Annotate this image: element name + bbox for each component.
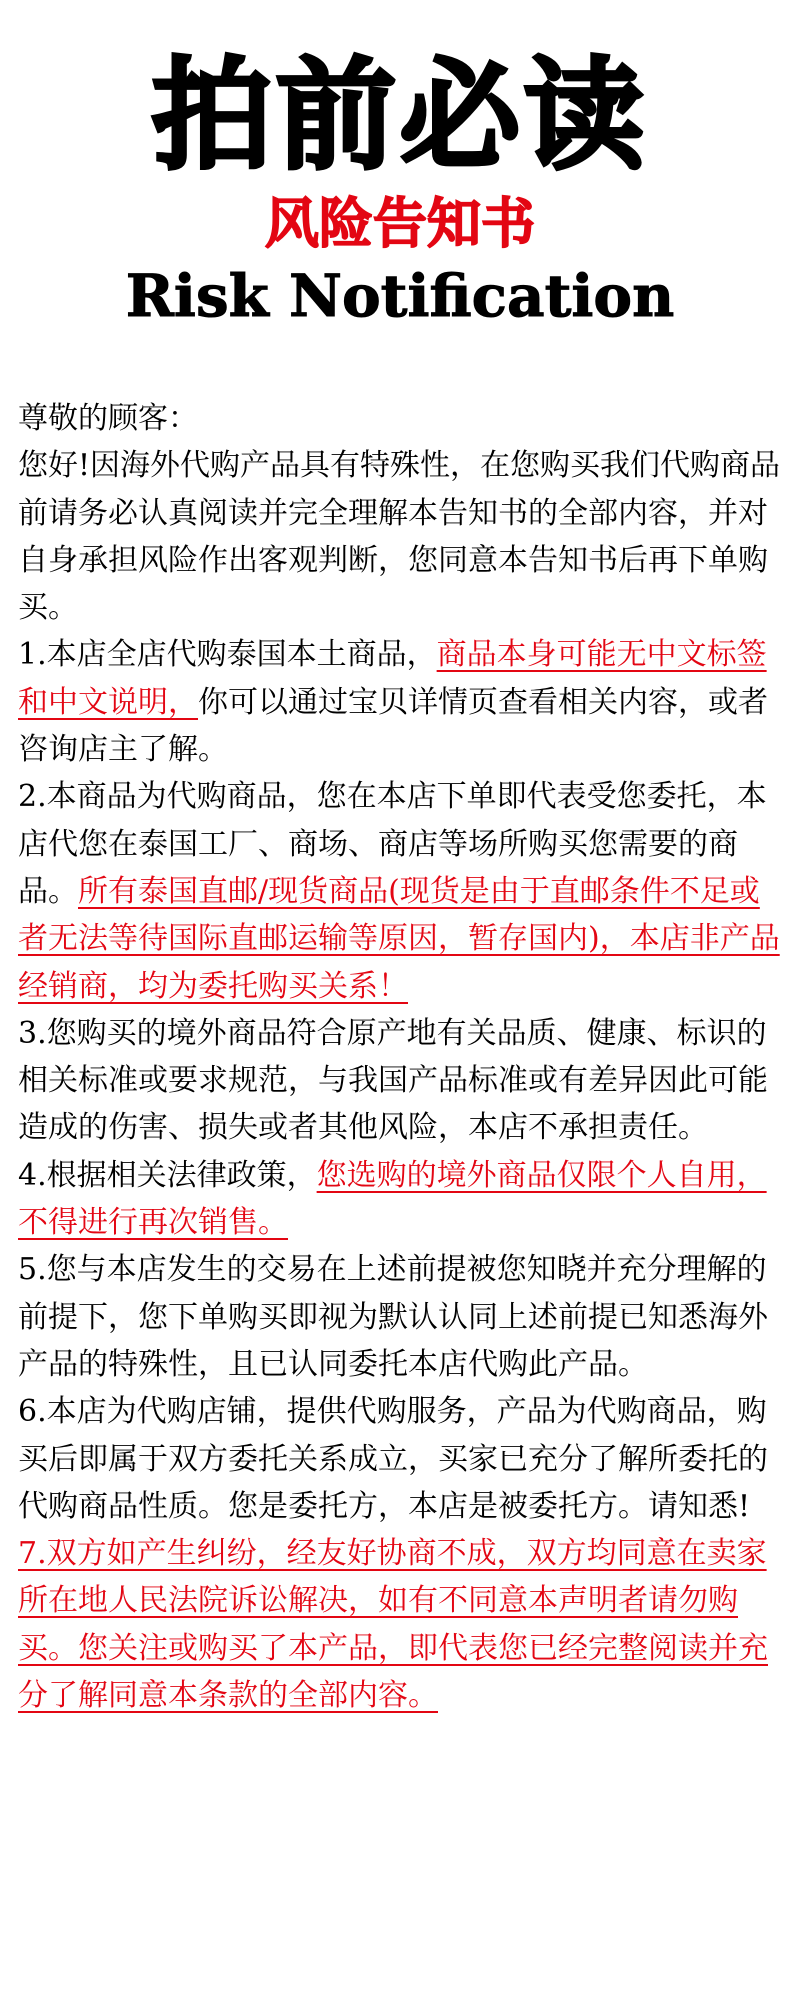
item-1 bbox=[18, 631, 788, 773]
item-7 bbox=[18, 1530, 788, 1719]
item-4-prefix: 4.根据相关法律政策， bbox=[18, 1157, 317, 1193]
item-4 bbox=[18, 1152, 788, 1247]
item-5: 5.您与本店发生的交易在上述前提被您知晓并充分理解的前提下，您下单购买即视为默认认同上述前提已知悉海外产品的特殊性，且已认同委托本店代购此产品。 bbox=[18, 1252, 768, 1382]
intro-paragraph: 您好!因海外代购产品具有特殊性，在您购买我们代购商品前请务必认真阅读并完全理解本告知书的全部内容，并对自身承担风险作出客观判断，您同意本告知书后再下单购买。 bbox=[18, 448, 781, 626]
salutation: 尊敬的顾客： bbox=[18, 401, 198, 436]
item-7-highlight: 7.双方如产生纠纷，经友好协商不成，双方均同意在卖家所在地人民法院诉讼解决，如有不同意本声明者请勿购买。您关注或购买了本产品，即代表您已经完整阅读并充分了解同意本条款的全部内容。 bbox=[18, 1536, 768, 1714]
item-3: 3.您购买的境外商品符合原产地有关品质、健康、标识的相关标准或要求规范，与我国产品标准或有差异因此可能造成的伤害、损失或者其他风险，本店不承担责任。 bbox=[18, 1015, 768, 1146]
item-2-prefix: 2.本商品为代购商品，您在本店下单即代表受您委托，本店代您在泰国工厂、商场、商店等场所购买您需要的商品。 bbox=[18, 779, 767, 909]
item-2 bbox=[18, 773, 788, 1009]
page-title: 拍前必读 bbox=[152, 47, 648, 186]
item-2-highlight: 所有泰国直邮/现货商品(现货是由于直邮条件不足或者无法等待国际直邮运输等原因，暂存国内)，本店非产品经销商，均为委托购买关系！ bbox=[18, 873, 780, 1004]
header bbox=[0, 0, 800, 336]
item-1-prefix: 1.本店全店代购泰国本土商品， bbox=[18, 637, 437, 673]
item-1-highlight: 商品本身可能无中文标签和中文说明， bbox=[18, 637, 767, 720]
page-subtitle: 风险告知书 bbox=[265, 192, 535, 255]
item-4-highlight: 您选购的境外商品仅限个人自用，不得进行再次销售。 bbox=[18, 1157, 767, 1241]
notice-body bbox=[18, 395, 788, 1719]
item-1-suffix: 你可以通过宝贝详情页查看相关内容，或者咨询店主了解。 bbox=[18, 684, 768, 768]
english-title: Risk Notification bbox=[125, 262, 675, 330]
item-6: 6.本店为代购店铺，提供代购服务，产品为代购商品，购买后即属于双方委托关系成立，买家已充分了解所委托的代购商品性质。您是委托方，本店是被委托方。请知悉! bbox=[18, 1394, 768, 1524]
